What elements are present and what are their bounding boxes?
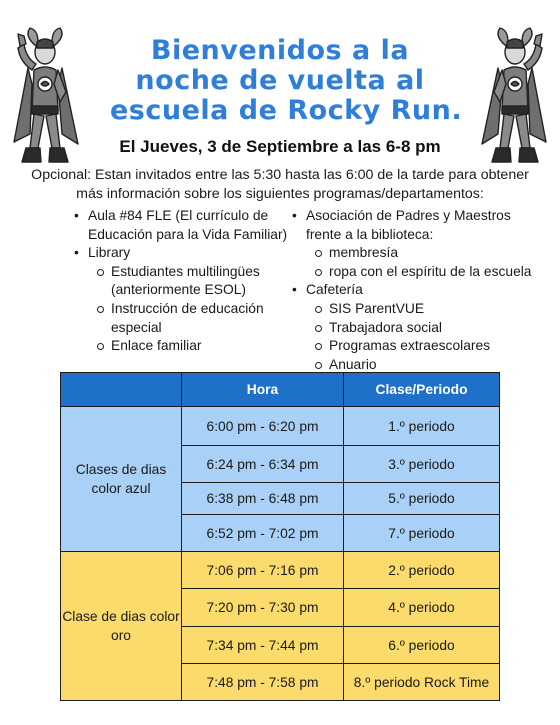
table-row <box>61 552 500 589</box>
program-subitem: Programas extraescolares <box>292 337 547 356</box>
period-cell: 4.º periodo <box>344 589 500 627</box>
event-date-subtitle: El Jueves, 3 de Septiembre a las 6-8 pm <box>119 137 441 156</box>
table-row <box>61 407 500 446</box>
title-line: escuela de Rocky Run. <box>110 95 463 126</box>
period-cell: 5.º periodo <box>344 483 500 515</box>
time-cell: 7:20 pm - 7:30 pm <box>182 589 344 627</box>
program-subitem: Enlace familiar <box>74 337 296 356</box>
group-label: Clase de dias color oro <box>61 552 182 701</box>
title-line: noche de vuelta al <box>135 65 425 96</box>
time-cell: 7:34 pm - 7:44 pm <box>182 627 344 664</box>
program-subitem: SIS ParentVUE <box>292 300 547 319</box>
table-header-cell: Clase/Periodo <box>344 373 500 407</box>
page-title <box>110 35 463 126</box>
period-cell: 8.º periodo Rock Time <box>344 664 500 701</box>
period-cell: 1.º periodo <box>344 407 500 446</box>
table-header-row <box>61 373 500 407</box>
time-cell: 6:52 pm - 7:02 pm <box>182 515 344 552</box>
program-subitem: Estudiantes multilingües (anteriormente ESOL) <box>74 263 296 300</box>
program-subitem: Anuario <box>292 356 547 375</box>
time-cell: 6:24 pm - 6:34 pm <box>182 446 344 483</box>
table-header-cell: Hora <box>182 373 344 407</box>
intro-paragraph: Opcional: Estan invitados entre las 5:30 hasta las 6:00 de la tarde para obtener más información sobre los siguientes programas/departamentos: <box>31 167 529 202</box>
group-label: Clases de dias color azul <box>61 407 182 552</box>
schedule-table <box>60 372 500 701</box>
program-item: • Library <box>74 244 296 263</box>
programs-column-left <box>74 207 296 356</box>
program-item: • Cafetería <box>292 281 547 300</box>
program-item: • Asociación de Padres y Maestros frente a la biblioteca: <box>292 207 547 244</box>
program-item: • Aula #84 FLE (El currículo de Educación para la Vida Familiar) <box>74 207 296 244</box>
period-cell: 3.º periodo <box>344 446 500 483</box>
program-subitem: membresía <box>292 244 547 263</box>
time-cell: 6:38 pm - 6:48 pm <box>182 483 344 515</box>
period-cell: 7.º periodo <box>344 515 500 552</box>
table-header-cell <box>61 373 182 407</box>
time-cell: 7:48 pm - 7:58 pm <box>182 664 344 701</box>
program-subitem: Trabajadora social <box>292 319 547 338</box>
title-line: Bienvenidos a la <box>150 35 410 66</box>
program-subitem: ropa con el espíritu de la escuela <box>292 263 547 282</box>
program-subitem: Instrucción de educación especial <box>74 300 296 337</box>
programs-column-right <box>292 207 547 374</box>
time-cell: 7:06 pm - 7:16 pm <box>182 552 344 589</box>
period-cell: 6.º periodo <box>344 627 500 664</box>
time-cell: 6:00 pm - 6:20 pm <box>182 407 344 446</box>
period-cell: 2.º periodo <box>344 552 500 589</box>
